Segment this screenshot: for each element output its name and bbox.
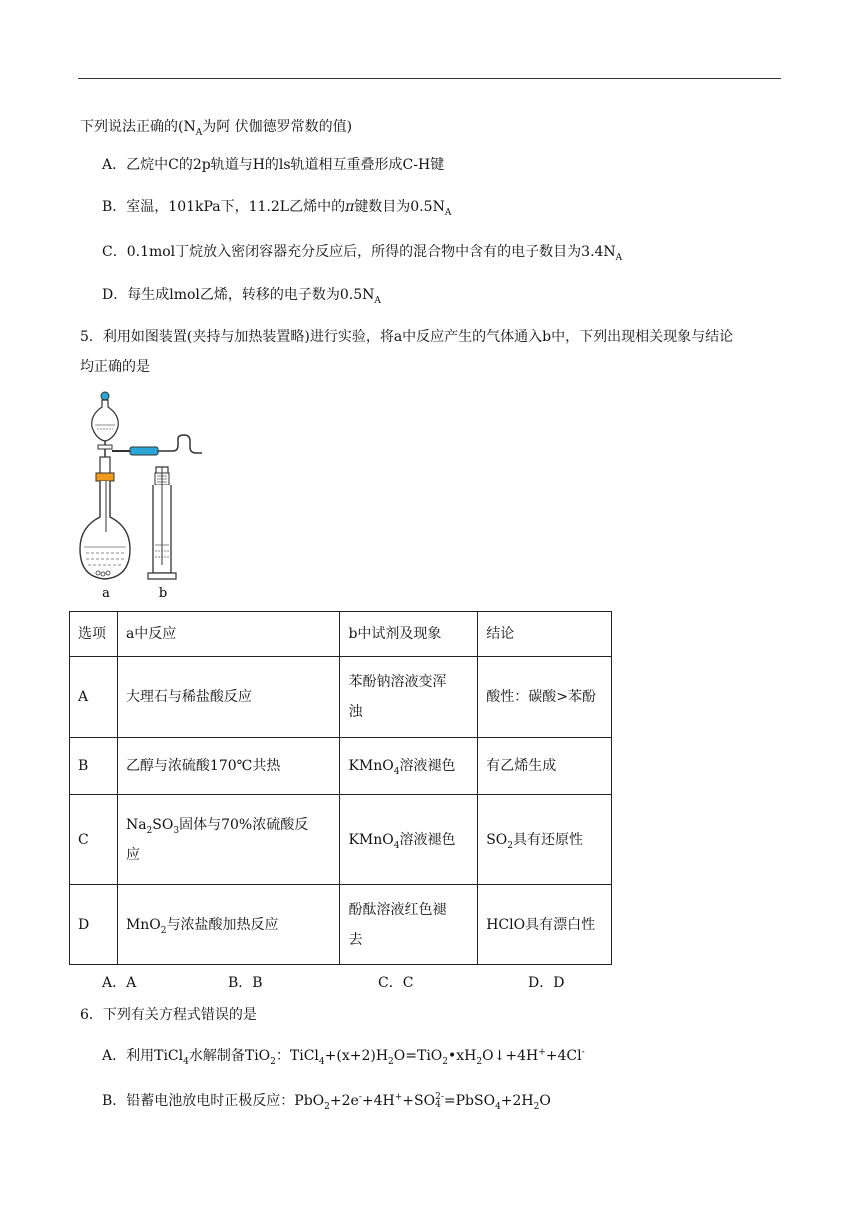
header-cell: 结论	[478, 612, 612, 657]
reagent-text: KMnO	[348, 831, 394, 848]
reagent-text: 去	[348, 931, 363, 948]
q6-option-b	[102, 1091, 551, 1111]
reagent-cell	[340, 657, 478, 738]
q6-a-sub: 2	[388, 1056, 394, 1067]
conclusion-cell: HClO具有漂白性	[478, 885, 612, 965]
label-b: b	[158, 586, 168, 599]
q5-answer-c: C．C	[378, 975, 414, 991]
connector-tube	[130, 447, 158, 455]
reagent-text: 溶液褪色	[399, 758, 456, 774]
na-sub: A	[195, 127, 203, 138]
conclusion-text: SO	[486, 831, 508, 848]
options-table	[69, 611, 612, 965]
q6-a-sub: 2	[476, 1056, 483, 1067]
reagent-text: 苯酚钠溶液变浑	[348, 674, 447, 690]
reagent-cell	[340, 795, 478, 885]
q6-b-sub: 2	[324, 1101, 330, 1112]
reaction-cell	[117, 885, 340, 965]
option-cell: A	[70, 657, 118, 738]
q6-a-sub: 2	[270, 1056, 276, 1067]
q6-a-eq: O↓+4H	[482, 1048, 539, 1064]
glass-tube	[158, 435, 202, 453]
q5-answer-d: D．D	[528, 975, 565, 991]
q6-a-eq: TiCl	[289, 1048, 319, 1064]
header-rule	[78, 78, 781, 79]
q6-b-eq: PbO	[294, 1093, 325, 1109]
q6-b-sup: -	[358, 1092, 362, 1103]
q6-b-eq: +4H	[361, 1093, 395, 1109]
reaction-text: Na	[125, 816, 147, 833]
q6-option-a	[102, 1046, 585, 1066]
separatory-funnel	[92, 400, 119, 441]
q6-a-text: 水解制备TiO	[188, 1048, 271, 1064]
reaction-text: 应	[125, 846, 140, 863]
reaction-sub: 3	[173, 825, 180, 836]
q4-c-sub: A	[615, 252, 623, 263]
reaction-sub: 2	[146, 825, 153, 836]
q6-b-text: B．铅蓄电池放电时正极反应：	[102, 1093, 295, 1109]
conclusion-cell	[478, 795, 612, 885]
header-cell: a中反应	[117, 612, 340, 657]
q6-b-supsub	[435, 1093, 444, 1109]
q5-answer-b: B．B	[228, 975, 263, 991]
q6-a-eq: O=TiO	[393, 1048, 443, 1064]
q6-a-sup: +	[538, 1047, 546, 1058]
reagent-cell	[340, 885, 478, 965]
round-flask-a	[80, 481, 130, 579]
q4-option-a: A．乙烷中C的2p轨道与H的ls轨道相互重叠形成C-H键	[102, 157, 445, 173]
table-row	[70, 885, 612, 965]
reagent-text: 溶液褪色	[399, 831, 456, 848]
q6-b-sup: 2-	[435, 1092, 444, 1102]
q6-b-sub: 4	[495, 1101, 501, 1112]
reagent-sub: 4	[393, 766, 400, 777]
q4-b-text: B．室温，101kPa下，11.2L乙烯中的	[102, 199, 346, 215]
reaction-cell	[117, 795, 340, 885]
label-a: a	[102, 586, 110, 599]
q4-option-d	[102, 285, 381, 305]
option-cell: C	[70, 795, 118, 885]
q4-option-c	[102, 242, 622, 262]
q5-stem-line1: 5．利用如图装置(夹持与加热装置略)进行实验，将a中反应产生的气体通入b中，下列出现相关现象与结论	[80, 329, 734, 345]
reagent-sub: 4	[393, 840, 400, 851]
q4-option-b	[102, 197, 451, 217]
q6-a-eq: +4Cl	[545, 1048, 582, 1064]
reaction-text: 固体与70%浓硫酸反	[179, 816, 309, 833]
q6-b-eq: +SO	[402, 1093, 436, 1109]
q5-stem-line2: 均正确的是	[80, 359, 150, 375]
reaction-sub: 2	[160, 925, 167, 936]
q6-b-sup: +	[394, 1092, 403, 1103]
q4-d-sub: A	[374, 295, 381, 306]
q4-stem	[80, 117, 352, 137]
pi-symbol: π	[345, 199, 355, 215]
reaction-text: SO	[152, 816, 174, 833]
q6-b-eq: +2H	[500, 1093, 534, 1109]
reaction-cell: 乙醇与浓硫酸170℃共热	[117, 738, 340, 795]
q6-b-eq: +2e	[329, 1093, 359, 1109]
q6-a-eq: •xH	[448, 1048, 477, 1064]
header-cell: b中试剂及现象	[340, 612, 478, 657]
q4-c-text: C．0.1mol丁烷放入密闭容器充分反应后，所得的混合物中含有的电子数目为3.4N	[102, 244, 616, 260]
reagent-cell	[340, 738, 478, 795]
q4-b-text-2: 键数目为0.5N	[354, 199, 445, 215]
q5-answer-a: A．A	[102, 975, 137, 991]
conclusion-cell: 酸性：碳酸>苯酚	[478, 657, 612, 738]
q4-stem-text-2: 为阿 伏伽德罗常数的值)	[202, 119, 353, 135]
q6-b-eq: O	[539, 1093, 551, 1109]
conclusion-cell: 有乙烯生成	[478, 738, 612, 795]
q6-a-sup: -	[581, 1047, 585, 1058]
reaction-text: 与浓盐酸加热反应	[166, 916, 279, 933]
reaction-text: MnO	[125, 916, 161, 933]
q6-a-sub: 4	[318, 1056, 325, 1067]
q6-a-eq: +(x+2)H	[324, 1048, 389, 1064]
reagent-text: KMnO	[348, 758, 394, 774]
q6-b-eq: =PbSO	[443, 1093, 496, 1109]
table-header-row	[70, 612, 612, 657]
header-cell: 选项	[70, 612, 118, 657]
reagent-text: 浊	[348, 704, 363, 720]
option-cell: D	[70, 885, 118, 965]
q6-stem: 6．下列有关方程式错误的是	[80, 1007, 257, 1023]
table-row	[70, 738, 612, 795]
q6-b-sub: 4	[435, 1100, 441, 1110]
stopcock	[98, 445, 112, 449]
q6-a-sub: 2	[442, 1056, 449, 1067]
conclusion-text: 具有还原性	[513, 831, 584, 848]
option-cell: B	[70, 738, 118, 795]
q4-d-text: D．每生成lmol乙烯，转移的电子数为0.5N	[102, 287, 375, 303]
table-row	[70, 795, 612, 885]
reaction-cell: 大理石与稀盐酸反应	[117, 657, 340, 738]
rubber-stopper	[96, 473, 114, 481]
q6-a-colon: ：	[275, 1048, 290, 1064]
q6-b-sub: 2	[533, 1101, 540, 1112]
apparatus-figure	[78, 387, 213, 599]
q6-a-text: A．利用TiCl	[102, 1048, 184, 1064]
table-row	[70, 657, 612, 738]
na-symbol: N	[183, 119, 196, 135]
funnel-stopper	[101, 392, 109, 400]
q4-b-sub: A	[444, 207, 452, 218]
q4-stem-text: 下列说法正确的(	[80, 119, 184, 135]
reagent-text: 酚酞溶液红色褪	[348, 901, 447, 918]
q6-a-sub: 4	[183, 1056, 189, 1067]
conclusion-sub: 2	[507, 840, 514, 851]
